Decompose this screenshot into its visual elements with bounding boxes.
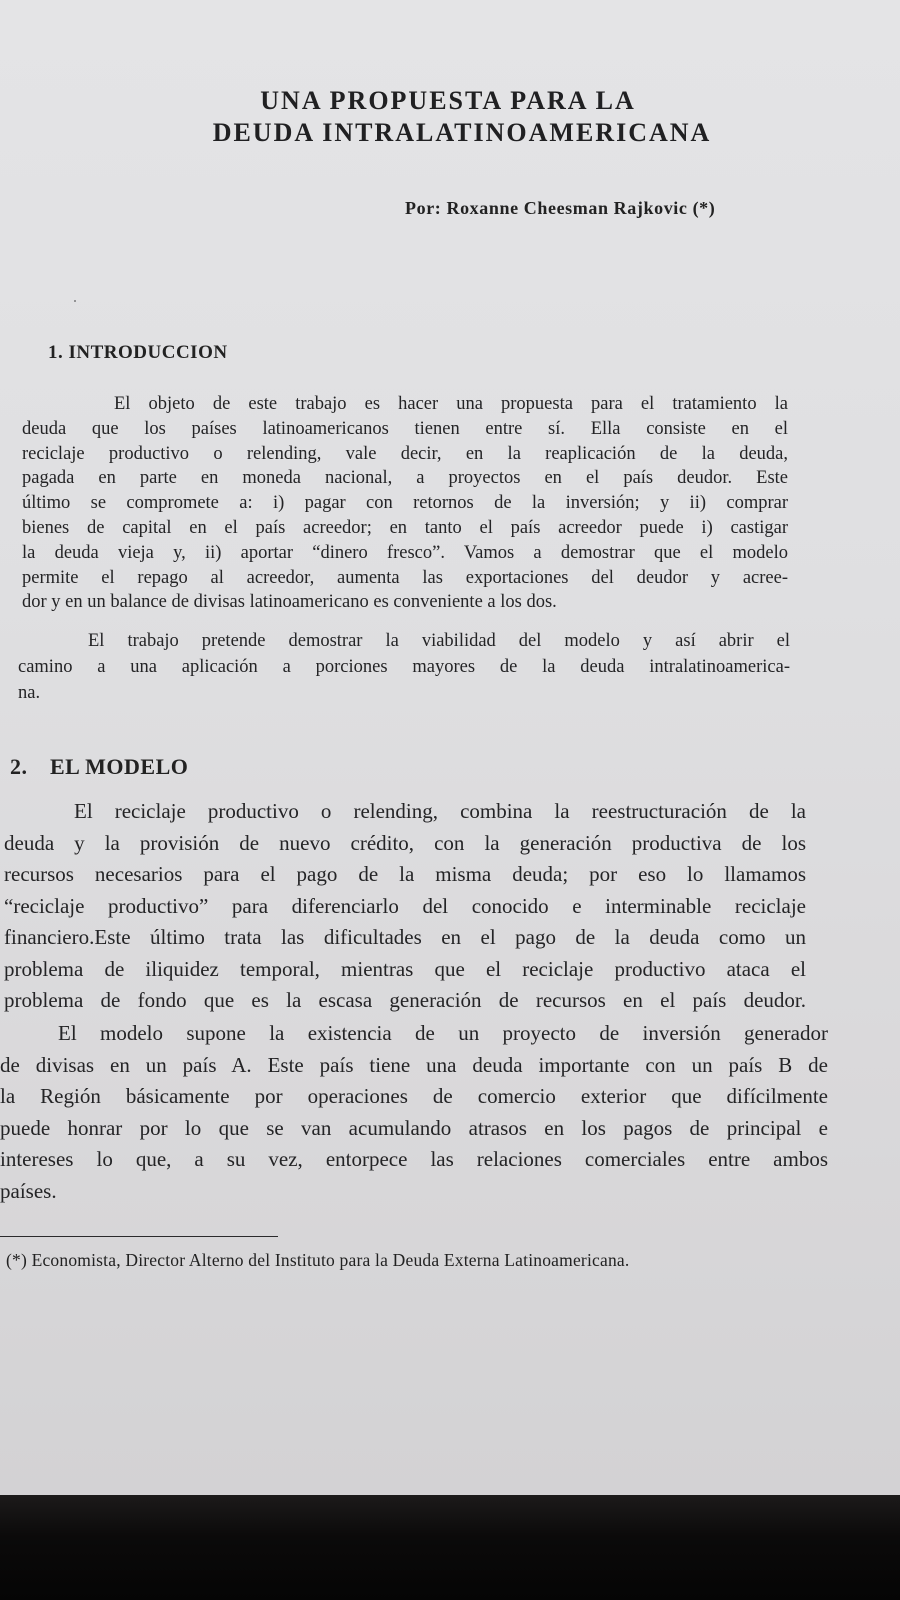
text-line: reciclaje productivo o relending, vale decir, en la reaplicación de la deuda, <box>22 443 788 464</box>
author-byline: Por: Roxanne Cheesman Rajkovic (*) <box>405 198 716 218</box>
text-line: na. <box>18 683 41 703</box>
text-line: bienes de capital en el país acreedor; en tanto el país acreedor puede i) castigar <box>22 517 788 538</box>
text-line: “reciclaje productivo” para diferenciarlo del conocido e interminable reciclaje <box>4 893 806 918</box>
text-line: de divisas en un país A. Este país tiene una deuda importante con un país B de <box>0 1052 828 1077</box>
text-line: último se compromete a: i) pagar con retornos de la inversión; y ii) comprar <box>22 493 788 514</box>
section-title: EL MODELO <box>50 754 189 779</box>
footnote-divider <box>0 1236 278 1237</box>
text-line: la deuda vieja y, ii) aportar “dinero fresco”. Vamos a demostrar que el modelo <box>22 542 788 563</box>
text-line: la Región básicamente por operaciones de comercio exterior que difícilmente <box>0 1084 828 1108</box>
modelo-paragraph-2 <box>0 1018 828 1207</box>
text-line: países. <box>0 1178 57 1203</box>
paper-speck <box>74 300 76 302</box>
text-line: recursos necesarios para el pago de la misma deuda; por eso lo llamamos <box>4 862 806 886</box>
text-line: problema de fondo que es la escasa generación de recursos en el país deudor. <box>4 988 806 1012</box>
article-title-line-1: UNA PROPUESTA PARA LA <box>260 86 636 115</box>
text-line: dor y en un balance de divisas latinoamericano es conveniente a los dos. <box>22 592 557 613</box>
text-line: deuda y la provisión de nuevo crédito, con la generación productiva de los <box>4 830 806 855</box>
text-line: deuda que los países latinoamericanos tienen entre sí. Ella consiste en el <box>22 418 788 439</box>
intro-paragraph-1 <box>22 392 788 615</box>
text-line: El trabajo pretende demostrar la viabilidad del modelo y así abrir el <box>88 631 790 651</box>
article-title-line-2: DEUDA INTRALATINOAMERICANA <box>212 118 712 147</box>
text-line: pagada en parte en moneda nacional, a proyectos en el país deudor. Este <box>22 468 788 489</box>
text-line: camino a una aplicación a porciones mayores de la deuda intralatinoamerica- <box>18 657 790 677</box>
text-line: El reciclaje productivo o relending, combina la reestructuración de la <box>74 799 806 823</box>
modelo-paragraph-1 <box>4 796 806 1017</box>
text-line: intereses lo que, a su vez, entorpece las relaciones comerciales entre ambos <box>0 1147 828 1171</box>
section-number: 2. <box>10 754 28 779</box>
footnote: (*) Economista, Director Alterno del Instituto para la Deuda Externa Latinoamericana. <box>6 1250 630 1270</box>
intro-paragraph-2 <box>18 628 790 706</box>
text-line: problema de iliquidez temporal, mientras que el reciclaje productivo ataca el <box>4 956 806 981</box>
section-heading-introduccion: 1. INTRODUCCION <box>48 342 228 363</box>
text-line: financiero.Este último trata las dificultades en el pago de la deuda como un <box>4 925 806 949</box>
text-line: El modelo supone la existencia de un proyecto de inversión generador <box>58 1021 828 1045</box>
text-line: puede honrar por lo que se van acumulando atrasos en los pagos de principal e <box>0 1115 828 1140</box>
dark-background <box>0 1495 900 1600</box>
section-heading-el-modelo <box>10 754 188 780</box>
text-line: permite el repago al acreedor, aumenta las exportaciones del deudor y acree- <box>22 567 788 588</box>
text-line: El objeto de este trabajo es hacer una propuesta para el tratamiento la <box>114 394 788 414</box>
